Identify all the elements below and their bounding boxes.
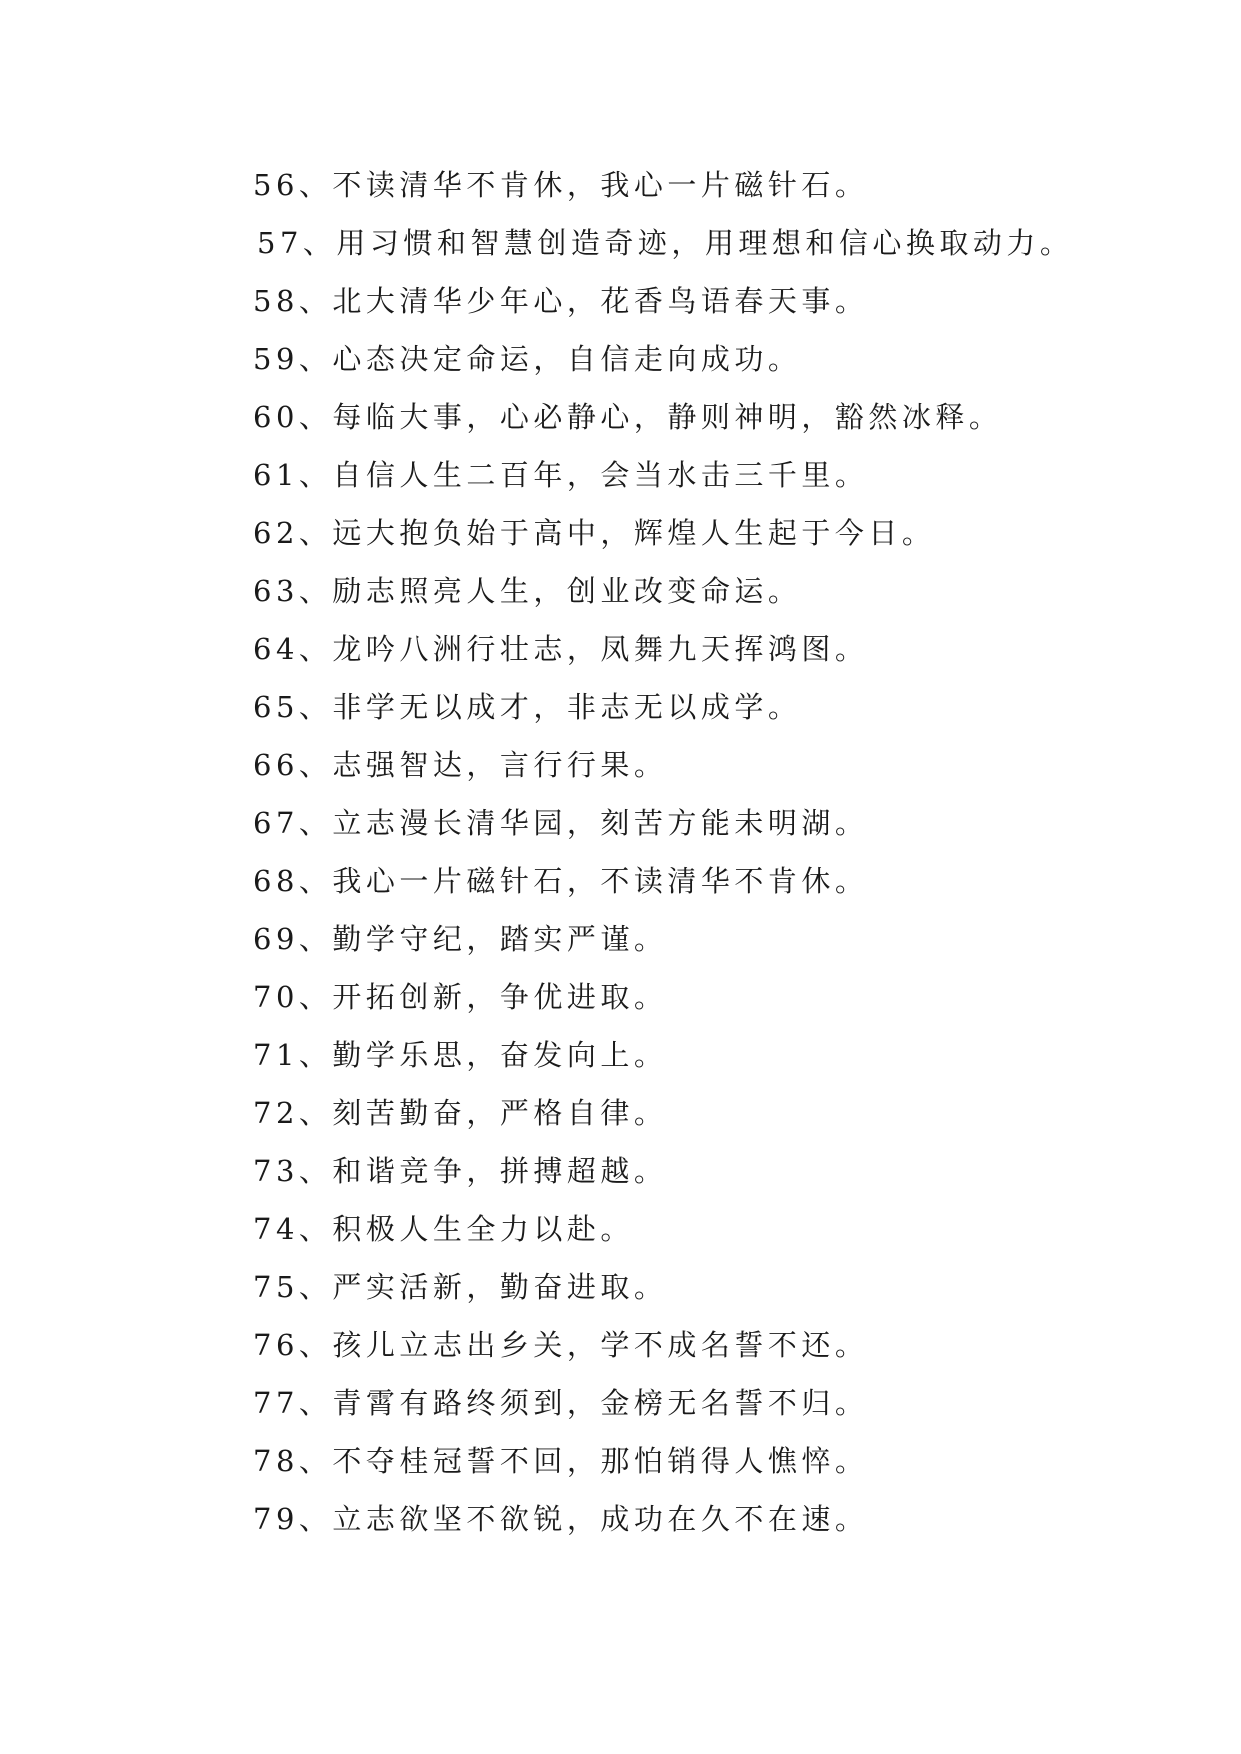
list-item: 64、龙吟八洲行壮志，凤舞九天挥鸿图。	[253, 632, 869, 666]
list-item: 57、用习惯和智慧创造奇迹，用理想和信心换取动力。	[257, 226, 1074, 260]
list-item: 59、心态决定命运，自信走向成功。	[253, 342, 802, 376]
list-item: 73、和谐竞争，拼搏超越。	[253, 1154, 668, 1188]
list-item: 78、不夺桂冠誓不回，那怕销得人憔悴。	[253, 1444, 869, 1478]
list-item: 69、勤学守纪，踏实严谨。	[253, 922, 668, 956]
list-item: 60、每临大事，心必静心，静则神明，豁然冰释。	[253, 400, 1003, 434]
list-item: 66、志强智达，言行行果。	[253, 748, 668, 782]
list-item: 68、我心一片磁针石，不读清华不肯休。	[253, 864, 869, 898]
list-item: 61、自信人生二百年，会当水击三千里。	[253, 458, 869, 492]
list-item: 58、北大清华少年心，花香鸟语春天事。	[253, 284, 869, 318]
list-item: 75、严实活新，勤奋进取。	[253, 1270, 668, 1304]
list-item: 70、开拓创新，争优进取。	[253, 980, 668, 1014]
list-item: 77、青霄有路终须到，金榜无名誓不归。	[253, 1386, 869, 1420]
list-item: 67、立志漫长清华园，刻苦方能未明湖。	[253, 806, 869, 840]
list-item: 62、远大抱负始于高中，辉煌人生起于今日。	[253, 516, 936, 550]
list-item: 79、立志欲坚不欲锐，成功在久不在速。	[253, 1502, 869, 1536]
list-item: 63、励志照亮人生，创业改变命运。	[253, 574, 802, 608]
list-item: 74、积极人生全力以赴。	[253, 1212, 634, 1246]
slogan-list	[253, 156, 1173, 1548]
list-item: 56、不读清华不肯休，我心一片磁针石。	[253, 168, 869, 202]
list-item: 65、非学无以成才，非志无以成学。	[253, 690, 802, 724]
list-item: 72、刻苦勤奋，严格自律。	[253, 1096, 668, 1130]
list-item: 71、勤学乐思，奋发向上。	[253, 1038, 668, 1072]
list-item: 76、孩儿立志出乡关，学不成名誓不还。	[253, 1328, 869, 1362]
